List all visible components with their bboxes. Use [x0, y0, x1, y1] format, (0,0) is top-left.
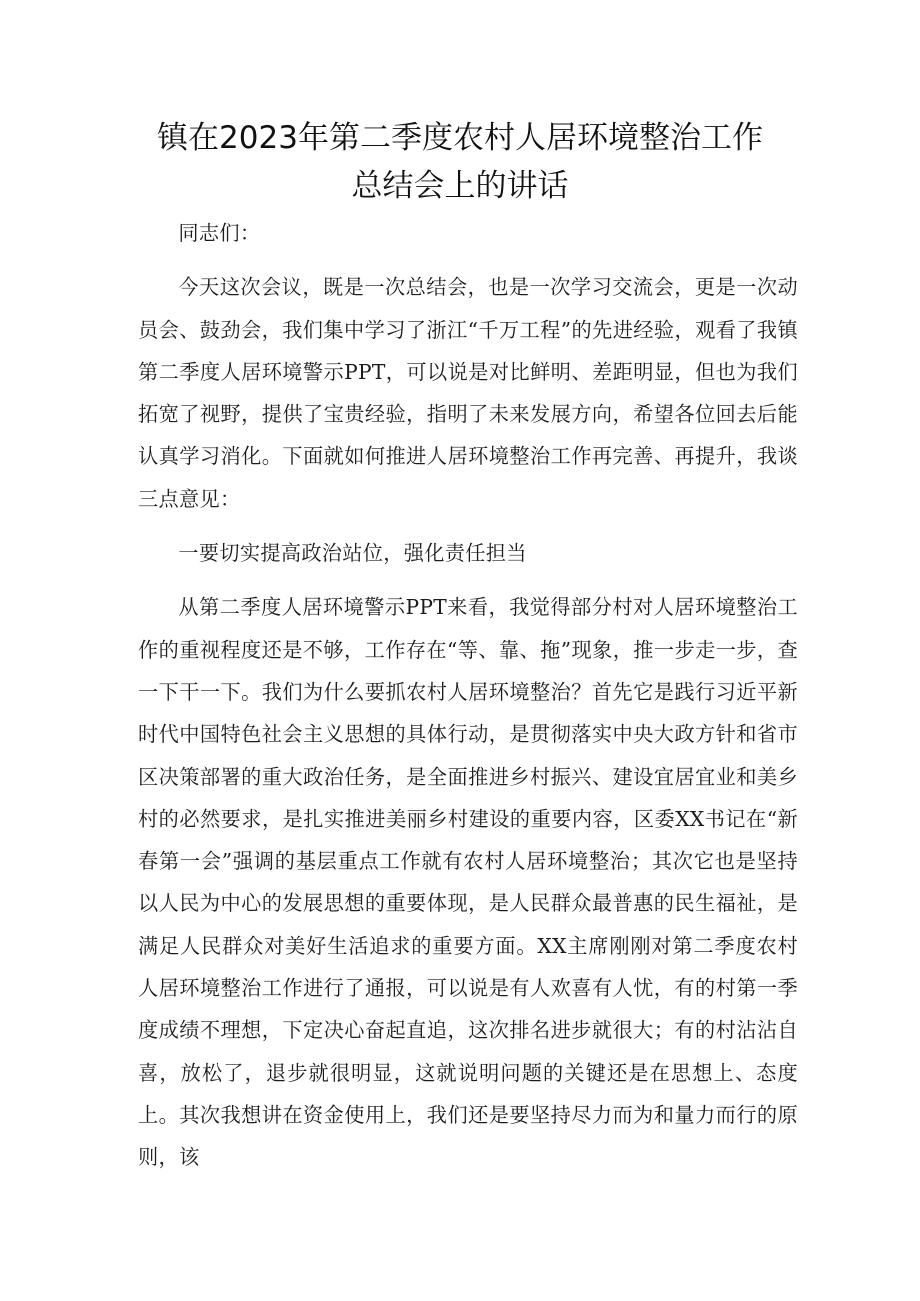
document-title-line-1: 镇在2023年第二季度农村人居环境整治工作 [157, 120, 763, 156]
spacer [138, 574, 798, 586]
section-heading-1: 一要切实提高政治站位，强化责任担当 [178, 541, 527, 566]
spacer [138, 254, 798, 266]
document-body [138, 212, 798, 1179]
paragraph-section-1: 从第二季度人居环境警示PPT来看，我觉得部分村对人居环境整治工作的重视程度还是不够，工作存在“等、靠、拖”现象，推一步走一步，查一下干一下。我们为什么要抓农村人居环境整治？首先它是践行习近平新时代中国特色社会主义思想的具体行动，是贯彻落实中央大政方针和省市区决策部署的重大政治任务，是全面推进乡村振兴、建设宜居宜业和美乡村的必然要求，是扎实推进美丽乡村建设的重要内容，区委XX书记在“新春第一会”强调的基层重点工作就有农村人居环境整治；其次它也是坚持以人民为中心的发展思想的重要体现，是人民群众最普惠的民生福祉，是满足人民群众对美好生活追求的重要方面。XX主席刚刚对第二季度农村人居环境整治工作进行了通报，可以说是有人欢喜有人忧，有的村第一季度成绩不理想，下定决心奋起直追，这次排名进步就很大；有的村沾沾自喜，放松了，退步就很明显，这就说明问题的关键还是在思想上、态度上。其次我想讲在资金使用上，我们还是要坚持尽力而为和量力而行的原则，该 [138, 595, 798, 1170]
document-title-line-2: 总结会上的讲话 [351, 168, 569, 204]
spacer [138, 520, 798, 532]
salutation: 同志们： [178, 221, 261, 245]
paragraph-intro: 今天这次会议，既是一次总结会，也是一次学习交流会，更是一次动员会、鼓劲会，我们集中学习了浙江“千万工程”的先进经验，观看了我镇第二季度人居环境警示PPT，可以说是对比鲜明、差距明显，但也为我们拓宽了视野，提供了宝贵经验，指明了未来发展方向，希望各位回去后能认真学习消化。下面就如何推进人居环境整治工作再完善、再提升，我谈三点意见： [138, 275, 798, 511]
